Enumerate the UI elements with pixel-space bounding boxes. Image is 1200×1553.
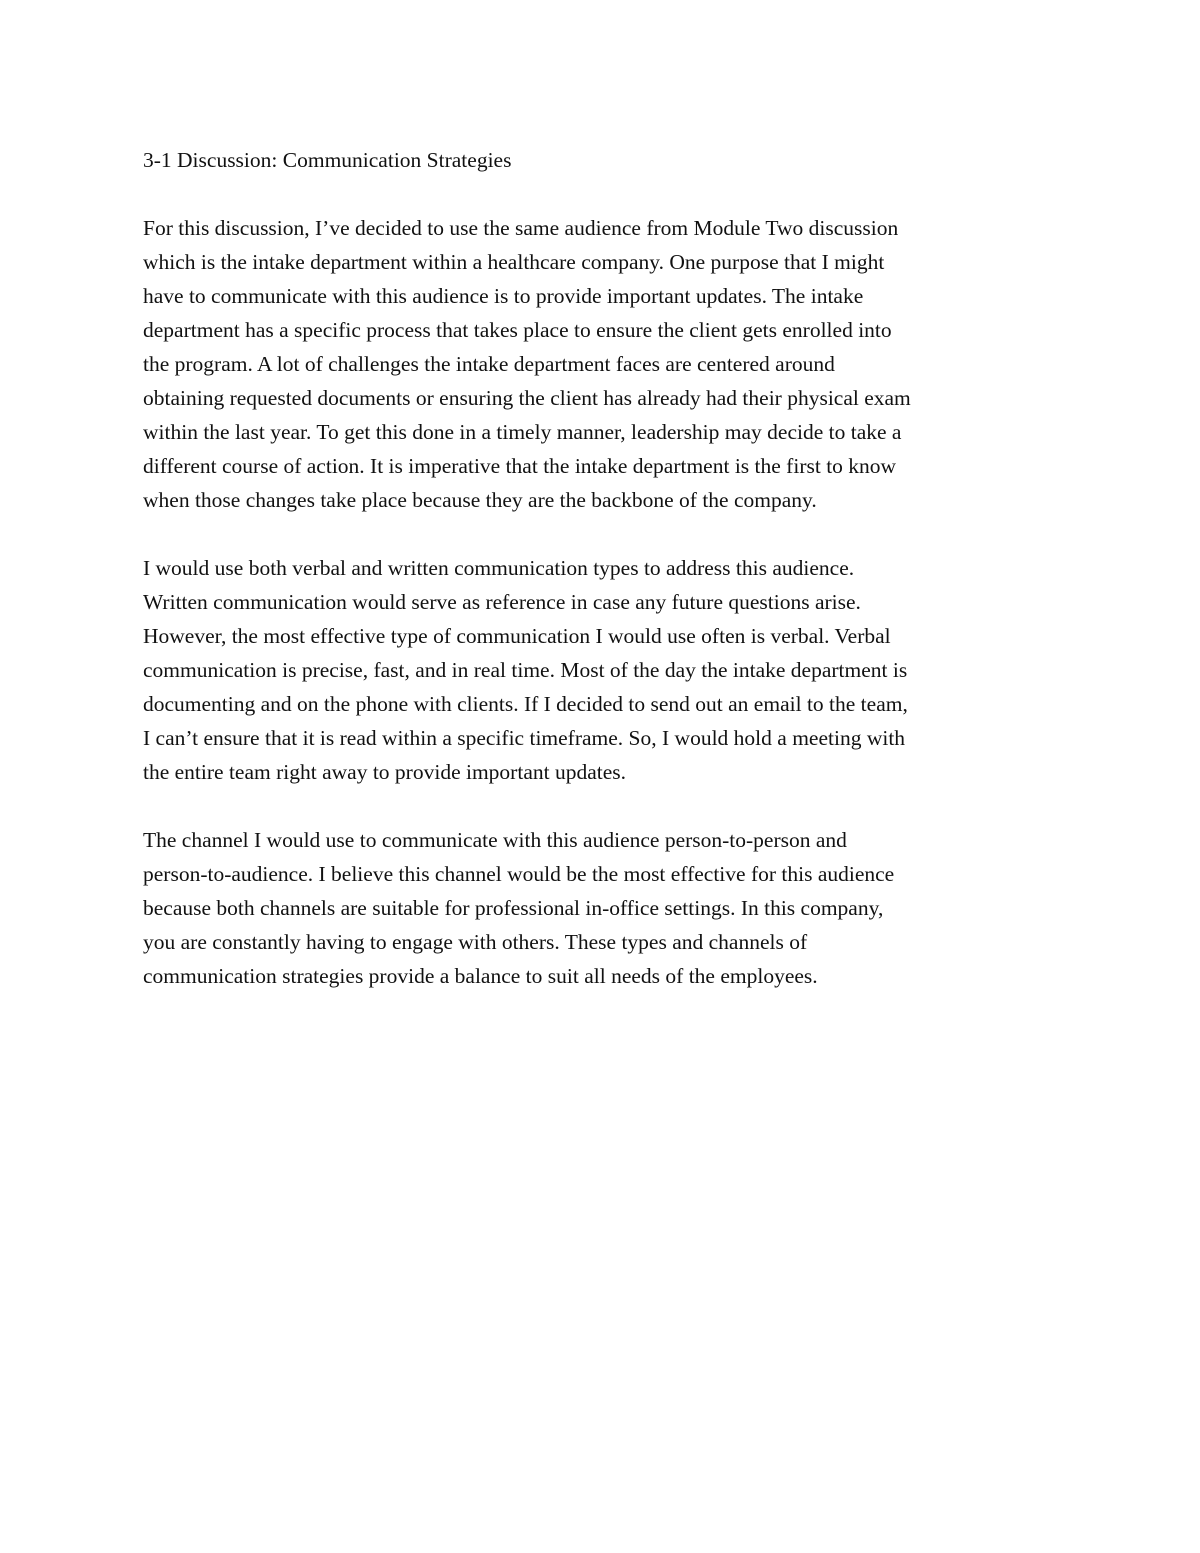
paragraph-line: the program. A lot of challenges the intake department faces are centered around [143,352,835,376]
paragraph-line: within the last year. To get this done in a timely manner, leadership may decide to take a [143,420,902,444]
paragraph-line: have to communicate with this audience is to provide important updates. The intake [143,284,864,308]
paragraph-line: documenting and on the phone with clients. If I decided to send out an email to the team, [143,692,908,716]
paragraph-2 [143,551,1063,789]
paragraph-line: when those changes take place because they are the backbone of the company. [143,488,817,512]
paragraph-line: you are constantly having to engage with others. These types and channels of [143,930,808,954]
paragraph-line: I can’t ensure that it is read within a specific timeframe. So, I would hold a meeting with [143,726,906,750]
paragraph-line: The channel I would use to communicate with this audience person-to-person and [143,828,847,852]
paragraph-3 [143,823,1063,993]
paragraph-line: which is the intake department within a healthcare company. One purpose that I might [143,250,885,274]
paragraph-1 [143,211,1063,517]
paragraph-line: Written communication would serve as reference in case any future questions arise. [143,590,861,614]
paragraph-line: because both channels are suitable for professional in-office settings. In this company, [143,896,884,920]
paragraph-line: different course of action. It is imperative that the intake department is the first to know [143,454,897,478]
paragraph-line: However, the most effective type of communication I would use often is verbal. Verbal [143,624,891,648]
paragraph-line: person-to-audience. I believe this channel would be the most effective for this audience [143,862,895,886]
document-title: 3-1 Discussion: Communication Strategies [143,148,512,172]
paragraph-line: I would use both verbal and written communication types to address this audience. [143,556,855,580]
document-body [143,143,1063,1027]
paragraph-line: the entire team right away to provide important updates. [143,760,627,784]
paragraph-line: obtaining requested documents or ensuring the client has already had their physical exam [143,386,911,410]
paragraph-line: For this discussion, I’ve decided to use the same audience from Module Two discussion [143,216,899,240]
paragraph-line: communication strategies provide a balance to suit all needs of the employees. [143,964,818,988]
paragraph-line: communication is precise, fast, and in real time. Most of the day the intake department is [143,658,908,682]
paragraph-line: department has a specific process that takes place to ensure the client gets enrolled into [143,318,892,342]
